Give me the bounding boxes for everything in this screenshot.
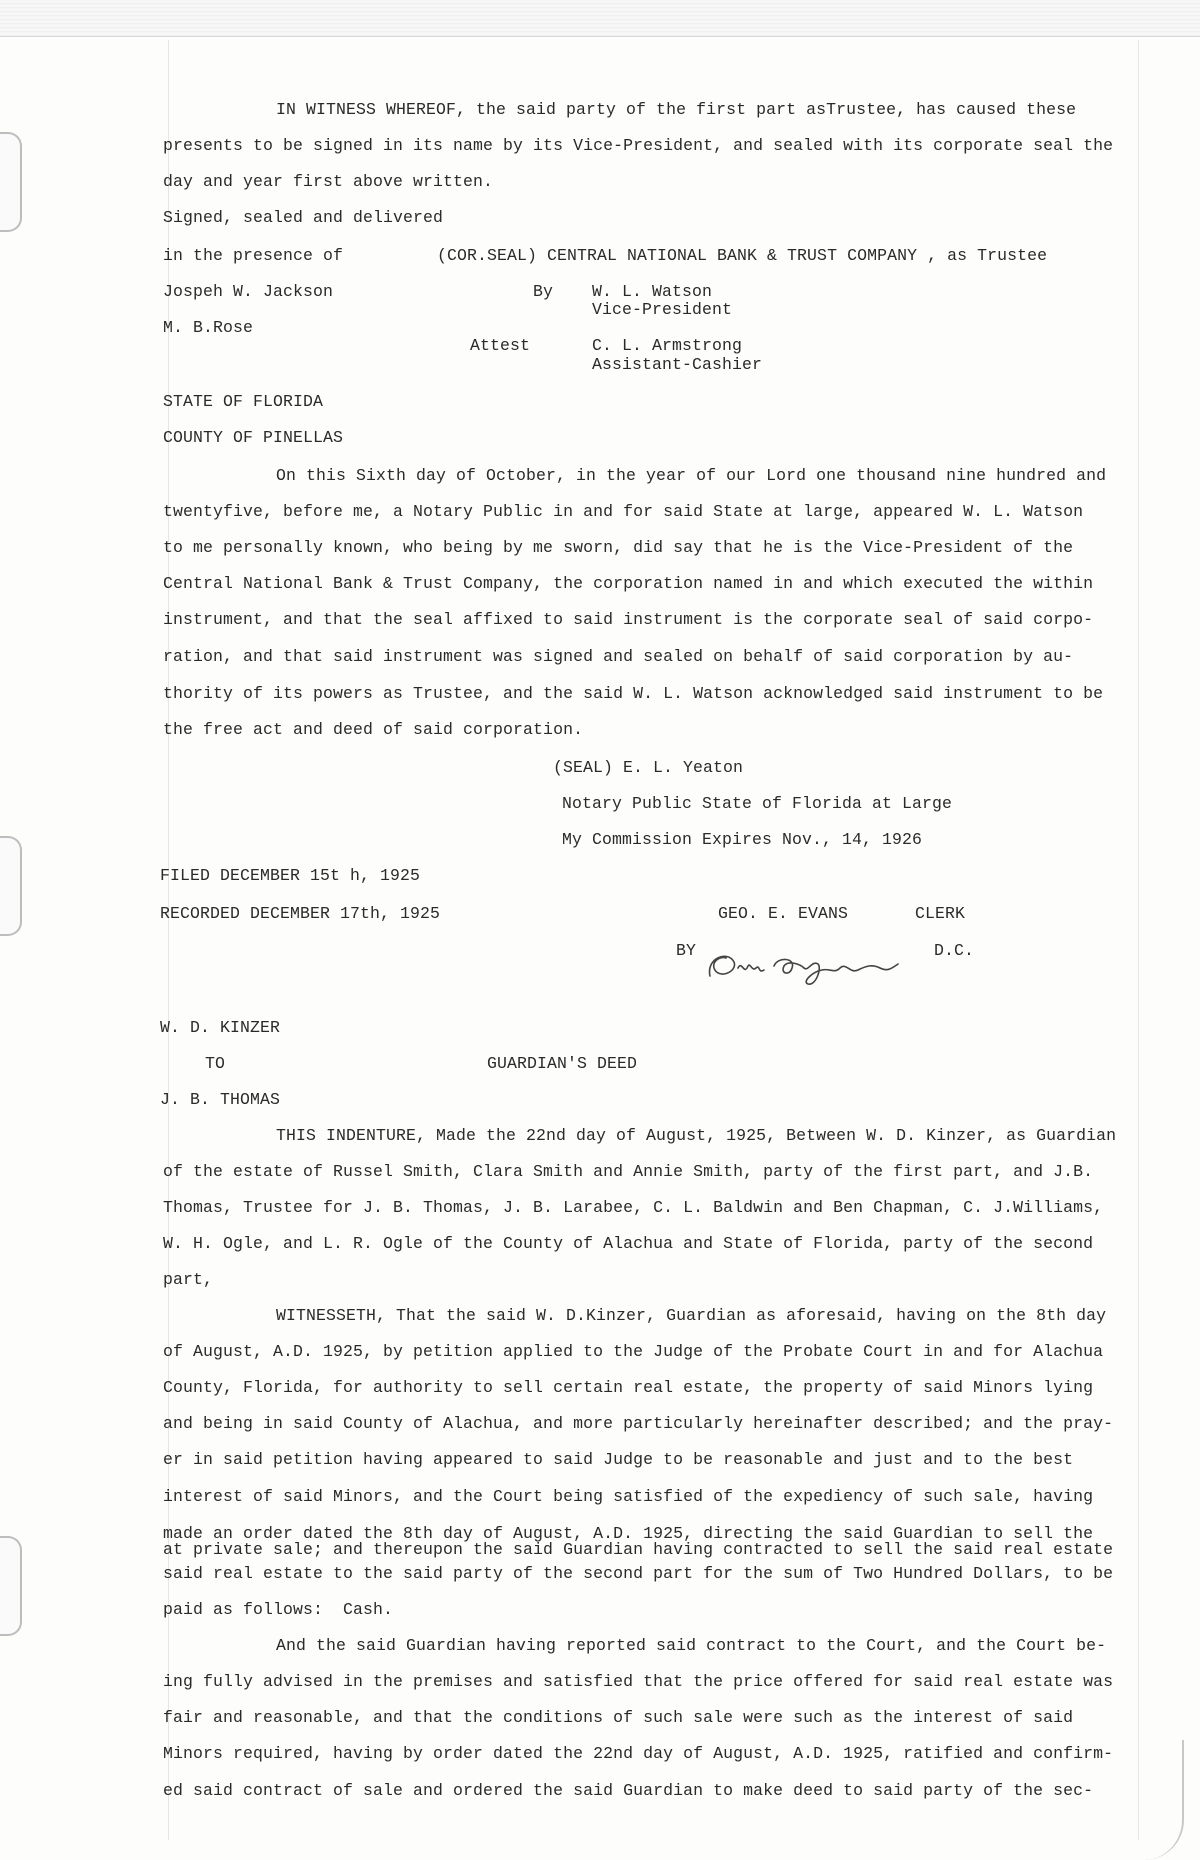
document-line: part,: [163, 1270, 214, 1289]
document-line: GEO. E. EVANS: [718, 904, 849, 923]
document-line: paid as follows: Cash.: [163, 1600, 394, 1619]
document-line: RECORDED DECEMBER 17th, 1925: [160, 904, 441, 923]
document-line: WITNESSETH, That the said W. D.Kinzer, Guardian as aforesaid, having on the 8th day: [276, 1306, 1107, 1325]
document-line: TO: [205, 1054, 226, 1073]
document-line: thority of its powers as Trustee, and the said W. L. Watson acknowledged said instrument to be: [163, 684, 1104, 703]
document-line: (SEAL) E. L. Yeaton: [553, 758, 744, 777]
document-line: ration, and that said instrument was signed and sealed on behalf of said corporation by au-: [163, 647, 1074, 666]
document-line: County, Florida, for authority to sell certain real estate, the property of said Minors lying: [163, 1378, 1094, 1397]
document-line: By: [533, 282, 554, 301]
document-line: instrument, and that the seal affixed to said instrument is the corporate seal of said corpo-: [163, 610, 1094, 629]
document-line: day and year first above written.: [163, 172, 494, 191]
document-line: in the presence of: [163, 246, 344, 265]
document-line: made an order dated the 8th day of August, A.D. 1925, directing the said Guardian to sell the: [163, 1524, 1094, 1543]
document-line: (COR.SEAL) CENTRAL NATIONAL BANK & TRUST COMPANY , as Trustee: [437, 246, 1048, 265]
document-line: interest of said Minors, and the Court being satisfied of the expediency of such sale, having: [163, 1487, 1094, 1506]
document-line: at private sale; and thereupon the said Guardian having contracted to sell the said real estate: [163, 1540, 1114, 1559]
document-line: W. L. Watson: [592, 282, 713, 301]
document-line: FILED DECEMBER 15t h, 1925: [160, 866, 421, 885]
document-line: ing fully advised in the premises and satisfied that the price offered for said real estate was: [163, 1672, 1114, 1691]
clerk-signature-icon: [704, 946, 924, 990]
document-line: the free act and deed of said corporation.: [163, 720, 584, 739]
document-line: to me personally known, who being by me sworn, did say that he is the Vice-President of the: [163, 538, 1074, 557]
document-line: D.C.: [934, 941, 975, 960]
document-line: fair and reasonable, and that the conditions of such sale were such as the interest of said: [163, 1708, 1074, 1727]
document-line: of August, A.D. 1925, by petition applied to the Judge of the Probate Court in and for Alachua: [163, 1342, 1104, 1361]
document-line: BY: [676, 941, 697, 960]
document-line: of the estate of Russel Smith, Clara Smith and Annie Smith, party of the first part, and J.B.: [163, 1162, 1094, 1181]
document-line: twentyfive, before me, a Notary Public in and for said State at large, appeared W. L. Watson: [163, 502, 1084, 521]
document-line: presents to be signed in its name by its Vice-President, and sealed with its corporate seal the: [163, 136, 1114, 155]
document-line: J. B. THOMAS: [160, 1090, 281, 1109]
document-line: Assistant-Cashier: [592, 355, 763, 374]
document-line: said real estate to the said party of the second part for the sum of Two Hundred Dollars, to be: [163, 1564, 1114, 1583]
document-line: Central National Bank & Trust Company, the corporation named in and which executed the within: [163, 574, 1094, 593]
document-line: My Commission Expires Nov., 14, 1926: [562, 830, 923, 849]
document-line: W. H. Ogle, and L. R. Ogle of the County of Alachua and State of Florida, party of the second: [163, 1234, 1094, 1253]
document-line: COUNTY OF PINELLAS: [163, 428, 344, 447]
document-line: Vice-President: [592, 300, 733, 319]
document-line: CLERK: [915, 904, 966, 923]
document-line: And the said Guardian having reported said contract to the Court, and the Court be-: [276, 1636, 1107, 1655]
document-line: M. B.Rose: [163, 318, 254, 337]
margin-rule-right: [1138, 40, 1139, 1840]
document-line: Minors required, having by order dated the 22nd day of August, A.D. 1925, ratified and confirm-: [163, 1744, 1114, 1763]
document-line: Signed, sealed and delivered: [163, 208, 444, 227]
document-line: STATE OF FLORIDA: [163, 392, 324, 411]
document-line: ed said contract of sale and ordered the said Guardian to make deed to said party of the sec-: [163, 1781, 1094, 1800]
document-line: W. D. KINZER: [160, 1018, 281, 1037]
document-line: Notary Public State of Florida at Large: [562, 794, 953, 813]
page-curl: [1132, 1740, 1184, 1860]
document-line: Attest: [470, 336, 531, 355]
document-line: GUARDIAN'S DEED: [487, 1054, 638, 1073]
binder-hole-bottom: [0, 1536, 22, 1636]
document-line: C. L. Armstrong: [592, 336, 743, 355]
document-line: Jospeh W. Jackson: [163, 282, 334, 301]
binder-hole-top: [0, 132, 22, 232]
document-line: On this Sixth day of October, in the year of our Lord one thousand nine hundred and: [276, 466, 1107, 485]
document-line: er in said petition having appeared to said Judge to be reasonable and just and to the best: [163, 1450, 1074, 1469]
document-line: and being in said County of Alachua, and more particularly hereinafter described; and the pray-: [163, 1414, 1114, 1433]
page-top-edge: [0, 0, 1200, 37]
document-line: IN WITNESS WHEREOF, the said party of the first part asTrustee, has caused these: [276, 100, 1077, 119]
document-line: Thomas, Trustee for J. B. Thomas, J. B. Larabee, C. L. Baldwin and Ben Chapman, C. J.Williams,: [163, 1198, 1104, 1217]
document-line: THIS INDENTURE, Made the 22nd day of August, 1925, Between W. D. Kinzer, as Guardian: [276, 1126, 1117, 1145]
binder-hole-middle: [0, 836, 22, 936]
